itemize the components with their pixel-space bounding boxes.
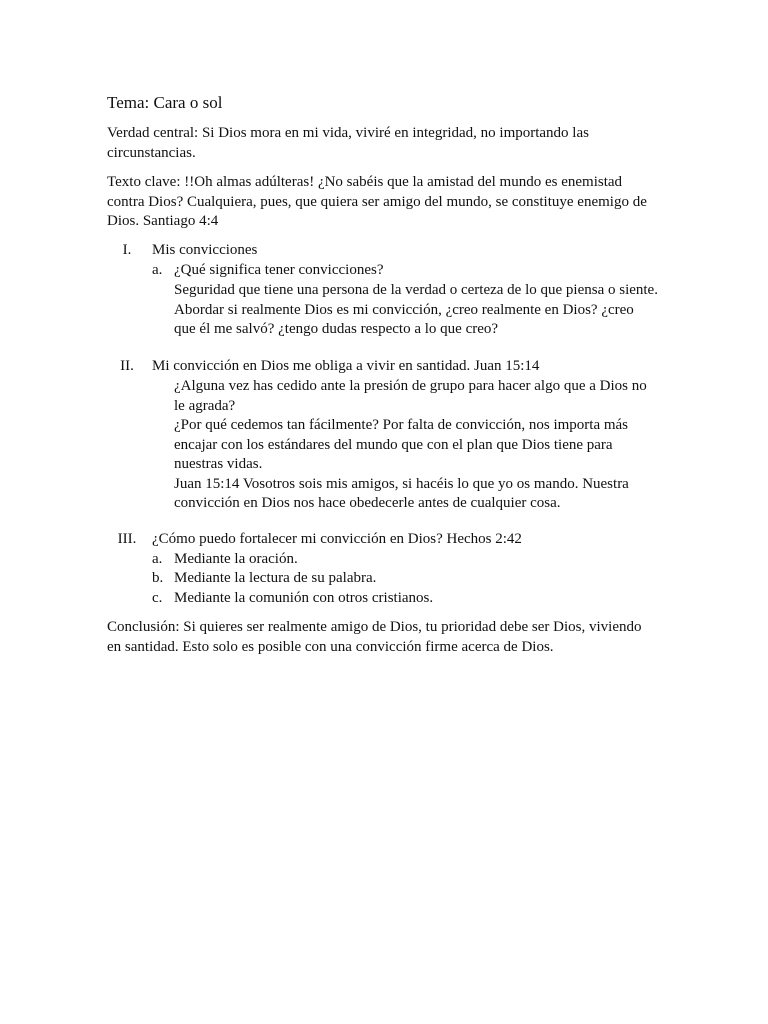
list-item-letter: a. — [152, 551, 163, 567]
list-item — [152, 569, 376, 589]
texto-clave-line: Texto clave: !!Oh almas adúlteras! ¿No sabéis que la amistad del mundo es enemistad — [107, 174, 623, 190]
section-heading: Mis convicciones — [152, 242, 258, 258]
document-title: Tema: Cara o sol — [107, 93, 223, 112]
section-numeral: II. — [120, 358, 134, 374]
section-numeral: III. — [117, 531, 137, 547]
texto-clave-paragraph — [107, 173, 667, 232]
list-item — [152, 589, 433, 609]
section-body — [174, 281, 658, 340]
section-body-line: Juan 15:14 Vosotros sois mis amigos, si hacéis lo que yo os mando. Nuestra — [174, 475, 629, 492]
conclusion-paragraph — [107, 618, 667, 657]
section-body-line: ¿Por qué cedemos tan fácilmente? Por falta de convicción, nos importa más — [174, 417, 629, 433]
sub-item — [152, 261, 384, 281]
section-body-line: convicción en Dios nos hace obedecerle antes de cualquier cosa. — [174, 495, 561, 511]
section-body-line: encajar con los estándares del mundo que con el plan que Dios tiene para — [174, 436, 613, 453]
list-item-text: Mediante la oración. — [174, 551, 298, 567]
section-body — [174, 377, 647, 514]
list-item-text: Mediante la lectura de su palabra. — [174, 570, 377, 586]
section-heading: ¿Cómo puedo fortalecer mi convicción en Dios? Hechos 2:42 — [152, 531, 522, 547]
verdad-central-paragraph — [107, 124, 667, 163]
section-body-line: Seguridad que tiene una persona de la verdad o certeza de lo que piensa o siente. — [174, 282, 658, 298]
sub-item-text: ¿Qué significa tener convicciones? — [174, 262, 384, 278]
section-numeral: I. — [122, 242, 132, 258]
section-body-line: ¿Alguna vez has cedido ante la presión de grupo para hacer algo que a Dios no — [174, 378, 647, 394]
list-item-letter: b. — [152, 570, 164, 586]
section-body-line: nuestras vidas. — [174, 456, 263, 472]
section-body-line: le agrada? — [174, 397, 236, 414]
verdad-central-line: circunstancias. — [107, 144, 196, 161]
section-heading: Mi convicción en Dios me obliga a vivir en santidad. Juan 15:14 — [152, 358, 540, 374]
section-body-line: que él me salvó? ¿tengo dudas respecto a lo que creo? — [174, 321, 499, 337]
texto-clave-line: Dios. Santiago 4:4 — [107, 213, 219, 229]
texto-clave-line: contra Dios? Cualquiera, pues, que quiera ser amigo del mundo, se constituye enemigo de — [107, 193, 647, 210]
list-item — [152, 550, 298, 570]
conclusion-line: Conclusión: Si quieres ser realmente amigo de Dios, tu prioridad debe ser Dios, viviendo — [107, 619, 642, 635]
conclusion-line: en santidad. Esto solo es posible con una convicción firme acerca de Dios. — [107, 638, 554, 655]
list-item-text: Mediante la comunión con otros cristianos. — [174, 590, 434, 606]
sub-item-letter: a. — [152, 262, 163, 278]
section-body-line: Abordar si realmente Dios es mi convicción, ¿creo realmente en Dios? ¿creo — [174, 301, 634, 318]
list-item-letter: c. — [152, 590, 163, 606]
verdad-central-line: Verdad central: Si Dios mora en mi vida, viviré en integridad, no importando las — [107, 125, 589, 141]
